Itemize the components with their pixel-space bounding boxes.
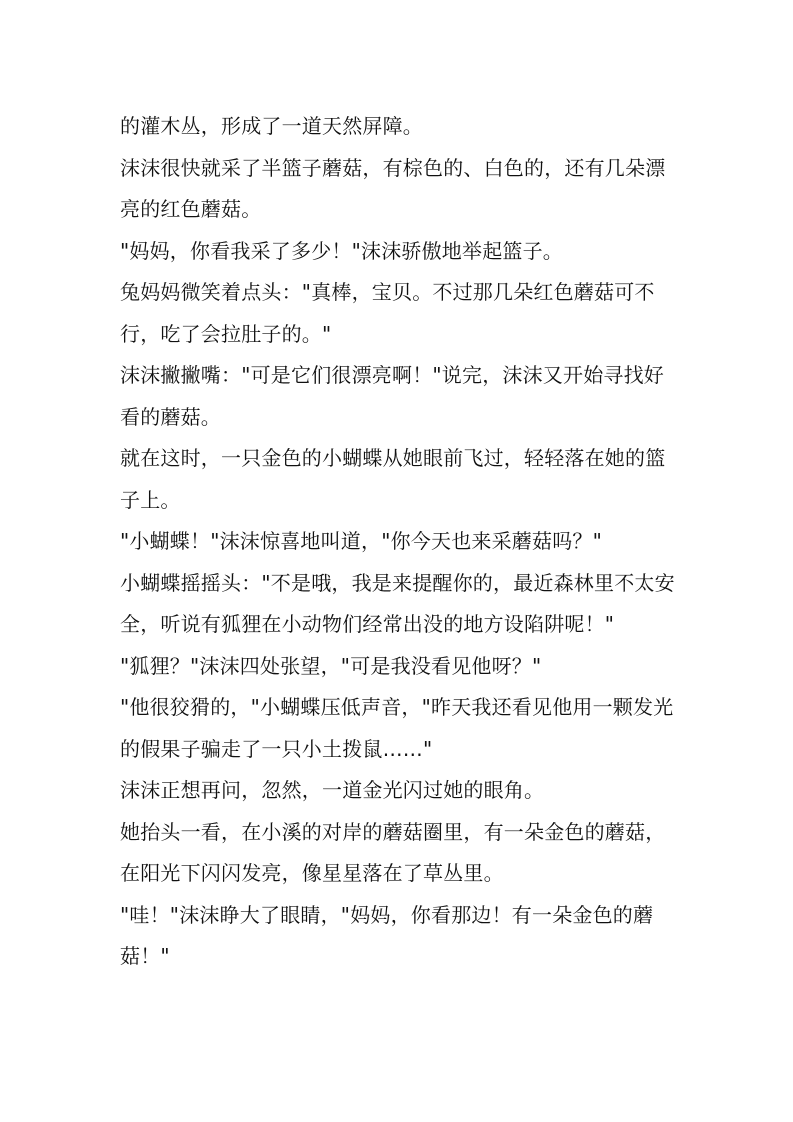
paragraph-6: 就在这时，一只金色的小蝴蝶从她眼前飞过，轻轻落在她的篮子上。 bbox=[120, 446, 666, 512]
paragraph-10: "他很狡猾的，"小蝴蝶压低声音，"昨天我还看见他用一颗发光的假果子骗走了一只小土拨鼠……" bbox=[120, 695, 674, 761]
paragraph-9: "狐狸？"沫沫四处张望，"可是我没看见他呀？" bbox=[120, 653, 542, 678]
paragraph-11: 沫沫正想再问，忽然，一道金光闪过她的眼角。 bbox=[120, 778, 545, 802]
story-text bbox=[120, 106, 680, 978]
paragraph-1: 的灌木丛，形成了一道天然屏障。 bbox=[120, 114, 423, 138]
paragraph-3: "妈妈，你看我采了多少！"沫沫骄傲地举起篮子。 bbox=[120, 238, 563, 263]
paragraph-4: 兔妈妈微笑着点头："真棒，宝贝。不过那几朵红色蘑菇可不行，吃了会拉肚子的。" bbox=[120, 280, 655, 346]
paragraph-2: 沫沫很快就采了半篮子蘑菇，有棕色的、白色的，还有几朵漂亮的红色蘑菇。 bbox=[120, 155, 666, 221]
paragraph-13: "哇！"沫沫睁大了眼睛，"妈妈，你看那边！有一朵金色的蘑菇！" bbox=[120, 902, 654, 968]
paragraph-5: 沫沫撇撇嘴："可是它们很漂亮啊！"说完，沫沫又开始寻找好看的蘑菇。 bbox=[120, 363, 664, 429]
paragraph-8: 小蝴蝶摇摇头："不是哦，我是来提醒你的，最近森林里不太安全，听说有狐狸在小动物们经常出没的地方设陷阱呢！" bbox=[120, 570, 675, 636]
paragraph-12: 她抬头一看，在小溪的对岸的蘑菇圈里，有一朵金色的蘑菇，在阳光下闪闪发亮，像星星落在了草丛里。 bbox=[120, 819, 666, 885]
paragraph-7: "小蝴蝶！"沫沫惊喜地叫道，"你今天也来采蘑菇吗？" bbox=[120, 529, 602, 553]
